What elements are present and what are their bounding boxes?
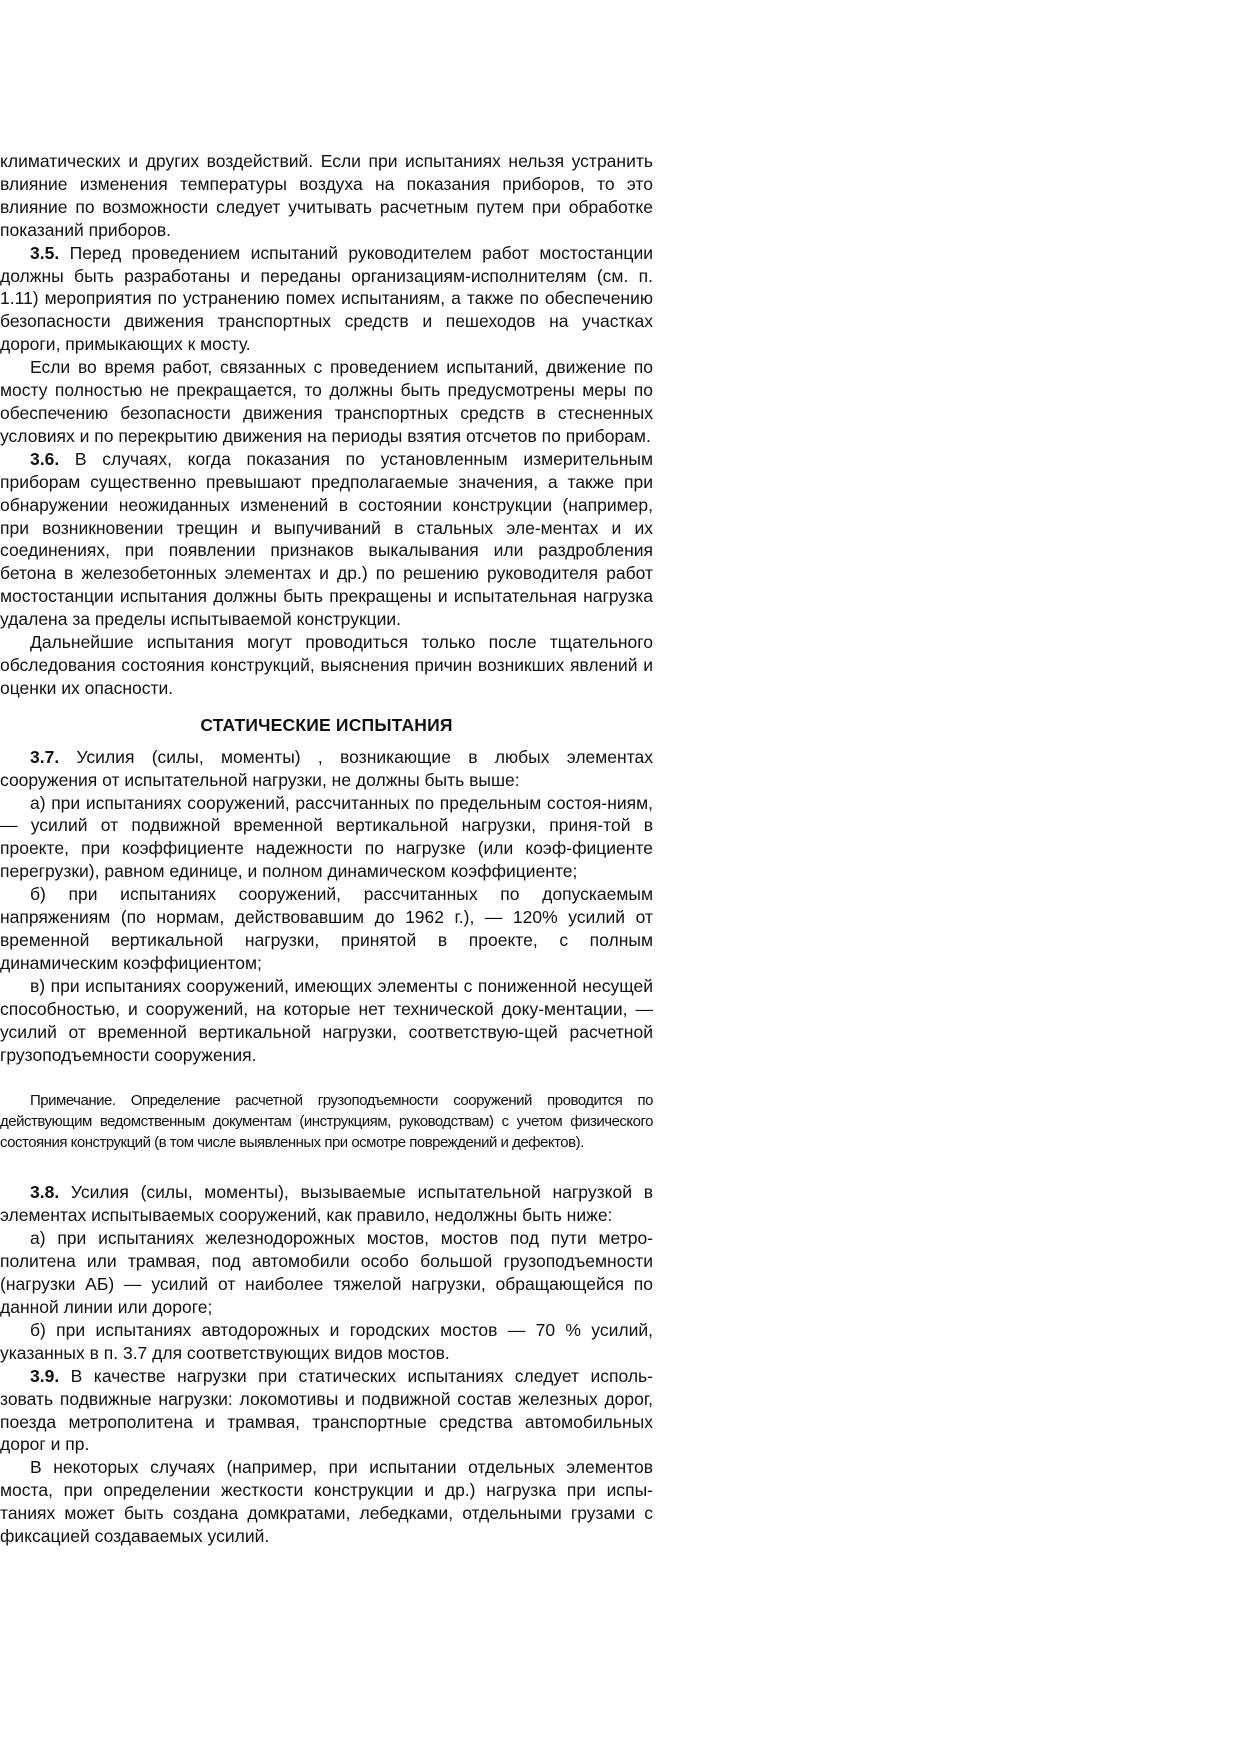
clause-3-9-continuation: В некоторых случаях (например, при испытании отдельных элементов моста, при определении жесткости конструкции и др.) нагрузка при испы-таниях может быть создана домкратами, лебедками, отдельными грузами с фиксацией создаваемых усилий. (0, 1457, 653, 1547)
clause-number: 3.7. (30, 746, 60, 767)
clause-3-5 (0, 242, 653, 357)
clause-3-8 (0, 1181, 653, 1227)
document-page (0, 150, 653, 1548)
clause-text: В качестве нагрузки при статических испытаниях следует исполь-зовать подвижные нагрузки: локомотивы и подвижной состав железных дорог, поезда метрополитена и трамвая, транспортные средства автомобильных дорог и пр. (0, 1365, 653, 1455)
clause-number: 3.8. (30, 1182, 60, 1203)
clause-3-9 (0, 1365, 653, 1457)
clause-3-8-a: а) при испытаниях железнодорожных мостов, мостов под пути метро-политена или трамвая, под автомобили особо большой грузоподъемности (нагрузки АБ) — усилий от наиболее тяжелой нагрузки, обращающейся по данной линии или дороге; (0, 1228, 653, 1317)
clause-3-8-b: б) при испытаниях автодорожных и городских мостов — 70 % усилий, указанных в п. 3.7 для соответствующих видов мостов. (0, 1319, 653, 1363)
clause-text: Усилия (силы, моменты), вызываемые испытательной нагрузкой в элементах испытываемых сооружений, как правило, недолжны быть ниже: (0, 1182, 653, 1226)
clause-number: 3.9. (30, 1365, 60, 1386)
clause-3-6 (0, 448, 653, 631)
clause-text: Усилия (силы, моменты) , возникающие в любых элементах сооружения от испытательной нагрузки, не должны быть выше: (0, 746, 653, 790)
clause-3-5-continuation: Если во время работ, связанных с проведением испытаний, движение по мосту полностью не прекращается, то должны быть предусмотрены меры по обеспечению безопасности движения транспортных средств в стесненных условиях и по перекрытию движения на периоды взятия отсчетов по приборам. (0, 357, 653, 446)
clause-number: 3.5. (30, 242, 60, 263)
paragraph-continuation: климатических и других воздействий. Если при испытаниях нельзя устранить влияние изменения температуры воздуха на показания приборов, то это влияние по возможности следует учитывать расчетным путем при обработке показаний приборов. (0, 151, 653, 240)
clause-number: 3.6. (30, 448, 60, 469)
clause-3-7 (0, 746, 653, 792)
section-heading: СТАТИЧЕСКИЕ ИСПЫТАНИЯ (200, 714, 453, 735)
clause-text: В случаях, когда показания по установленным измерительным приборам существенно превышают предполагаемые значения, а также при обнаружении неожиданных изменений в состоянии конструкции (например, при возникновении трещин и выпучиваний в стальных эле-ментах и их соединениях, при появлении признаков выкалывания или раздробления бетона в железобетонных элементах и др.) по решению руководителя работ мостостанции испытания должны быть прекращены и испытательная нагрузка удалена за пределы испытываемой конструкции. (0, 448, 653, 630)
clause-3-7-b: б) при испытаниях сооружений, рассчитанных по допускаемым напряжениям (по нормам, действовавшим до 1962 г.), — 120% усилий от временной вертикальной нагрузки, принятой в проекте, с полным динамическим коэффициентом; (0, 884, 653, 973)
clause-text: Перед проведением испытаний руководителем работ мостостанции должны быть разработаны и переданы организациям-исполнителям (см. п. 1.11) мероприятия по устранению помех испытаниям, а также по обеспечению безопасности движения транспортных средств и пешеходов на участках дороги, примыкающих к мосту. (0, 242, 653, 355)
clause-3-7-c: в) при испытаниях сооружений, имеющих элементы с пониженной несущей способностью, и сооружений, на которые нет технической доку-ментации, — усилий от временной вертикальной нагрузки, соответствую-щей расчетной грузоподъемности сооружения. (0, 975, 653, 1065)
note: Примечание. Определение расчетной грузоподъемности сооружений проводится по действующим ведомственным документам (инструкциям, руководствам) с учетом физического состояния конструкций (в том числе выявленных при осмотре повреждений и дефектов). (0, 1092, 653, 1152)
clause-3-7-a: а) при испытаниях сооружений, рассчитанных по предельным состоя-ниям, — усилий от подвижной временной вертикальной нагрузки, приня-той в проекте, при коэффициенте надежности по нагрузке (или коэф-фициенте перегрузки), равном единице, и полном динамическом коэффициенте; (0, 792, 653, 882)
clause-3-6-continuation: Дальнейшие испытания могут проводиться только после тщательного обследования состояния конструкций, выяснения причин возникших явлений и оценки их опасности. (0, 632, 653, 698)
